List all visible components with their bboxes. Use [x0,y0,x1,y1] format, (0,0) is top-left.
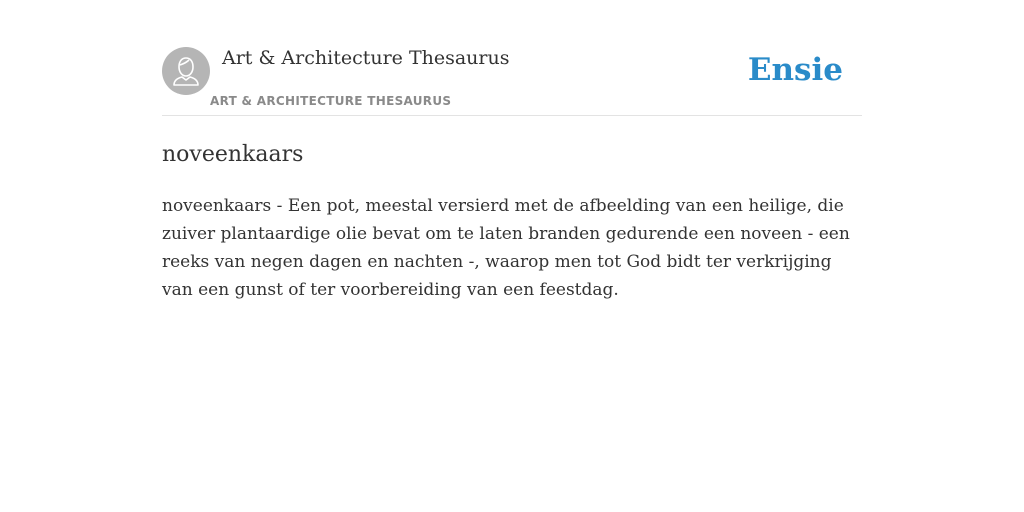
user-icon [162,47,210,95]
author-name[interactable]: Art & Architecture Thesaurus [222,47,510,69]
ensie-logo[interactable]: Ensie [747,52,843,88]
avatar[interactable] [162,47,210,95]
entry-title: noveenkaars [162,142,304,167]
entry-definition: noveenkaars - Een pot, meestal versierd met de afbeelding van een heilige, die zuiver plantaardige olie bevat om te laten branden gedurende een noveen - een reeks van negen dagen en nachten -, waarop men tot God bidt ter verkrijging van een gunst of ter voorbereiding van een feestdag. [162,196,850,300]
header [162,36,862,116]
source-label[interactable]: ART & ARCHITECTURE THESAURUS [210,94,452,108]
